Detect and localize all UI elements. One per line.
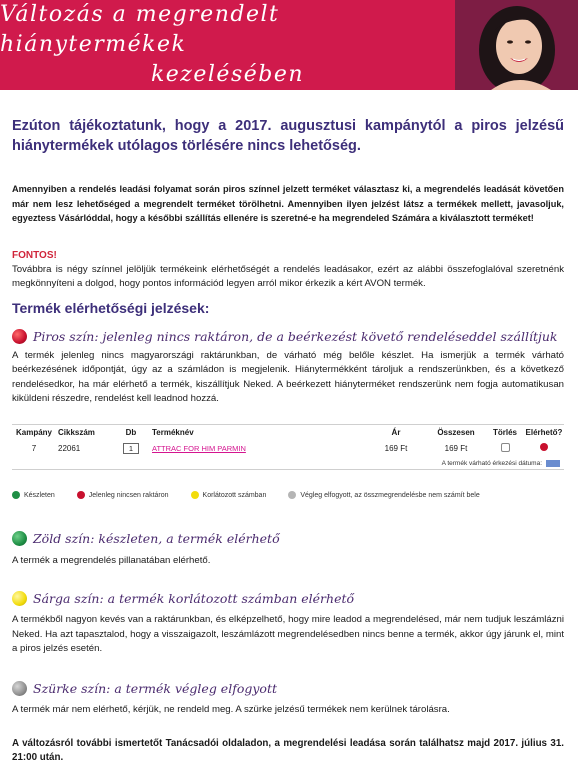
green-status-title-text: Zöld szín: készleten, a termék elérhető [33, 531, 280, 546]
legend-green [12, 491, 55, 499]
intro-paragraph: Amennyiben a rendelés leadási folyamat során piros színnel jelzett terméket választasz ki, a megrendelés leadását követően már nem lesz lehetőséged a megrendelt terméket törölhetni. Amennyiben ilyen jelzést látsz a termékek mellett, javasoljuk, egyeztess Vásárlóddal, hogy a későbbi szállítás ellenére is szeretné-e ha megrendeled Számára a kiválasztott terméket! [12, 184, 564, 223]
gray-status-title [12, 681, 277, 696]
cell-kampany: 7 [31, 443, 37, 453]
expected-date-label: A termék várható érkezési dátuma: [441, 459, 542, 467]
red-status-title-text: Piros szín: jelenleg nincs raktáron, de a beérkezést követő rendeléseddel szállítjuk [33, 329, 558, 344]
quantity-input[interactable]: 1 [123, 443, 139, 454]
legend-yellow [191, 491, 267, 499]
red-dot-icon [77, 491, 85, 499]
col-termeknev: Terméknév [152, 427, 194, 437]
red-status-title [12, 329, 557, 344]
gray-status-title-text: Szürke szín: a termék végleg elfogyott [33, 681, 277, 696]
col-ar: Ár [391, 427, 401, 437]
col-torles: Törlés [492, 427, 517, 437]
green-dot-icon [12, 531, 27, 546]
legend-gray-label: Végleg elfogyott, az összmegrendelésbe nem számít bele [300, 491, 480, 499]
yellow-dot-icon [191, 491, 199, 499]
table-header [12, 425, 564, 439]
cell-ar: 169 Ft [384, 443, 408, 453]
gray-dot-icon [12, 681, 27, 696]
model-photo [455, 0, 578, 90]
order-table [12, 424, 564, 470]
red-dot-icon [12, 329, 27, 344]
green-dot-icon [12, 491, 20, 499]
important-label: FONTOS! [12, 250, 57, 261]
col-osszesen: Összesen [437, 427, 475, 437]
important-paragraph: Továbbra is négy színnel jelöljük termékeink elérhetőségét a rendelés leadásakor, ezért az alábbi összefoglalóval szeretnénk megkönnyíteni a dolgod, hogy pontos információd legyen arról mikor érkezik a kért AVON termék. [12, 264, 564, 290]
red-status-paragraph: A termék jelenleg nincs magyarországi raktárunkban, de várható még belőle készlet. Ha ismerjük a termék várható beérkezésének időpontját, úgy az a számládon is megjelenik. Hiánytermékként tároljuk a rendszerünkben, és a következő rendelésedkor, ha már elérhető a termék, kiszállítjuk Neked. A beérkezett hiányterméket rendszerünk nem fogja automatikusan kiküldeni részedre, rendelést kell leadnod hozzá. [12, 350, 564, 404]
product-link[interactable]: ATTRAC FOR HIM PARMIN [152, 443, 246, 453]
header-banner [0, 0, 578, 90]
cell-elerheto [524, 443, 564, 453]
availability-red-icon [540, 443, 548, 451]
legend-red-label: Jelenleg nincsen raktáron [88, 491, 169, 499]
delete-checkbox[interactable] [501, 443, 510, 452]
legend-green-label: Készleten [24, 491, 55, 499]
gray-dot-icon [288, 491, 296, 499]
yellow-dot-icon [12, 591, 27, 606]
calendar-icon [546, 460, 560, 467]
availability-heading: Termék elérhetőségi jelzések: [12, 300, 210, 316]
cell-cikkszam: 22061 [58, 443, 81, 453]
col-cikkszam: Cikkszám [58, 427, 95, 437]
col-kampany: Kampány [15, 427, 52, 437]
banner-title-line1: Változás a megrendelt hiánytermékek [0, 2, 280, 57]
green-status-paragraph: A termék a megrendelés pillanatában elérhető. [12, 555, 211, 566]
banner-title-line2: kezelésében [150, 62, 305, 87]
legend-red [77, 491, 169, 499]
cell-termeknev [146, 444, 366, 453]
legend-yellow-label: Korlátozott számban [202, 491, 267, 499]
gray-status-paragraph: A termék már nem elérhető, kérjük, ne rendeld meg. A szürke jelzésű termékek nem kerülnek tárolásra. [12, 704, 450, 715]
footer-note: A változásról további ismertetőt Tanácsadói oldaladon, a megrendelési leadása során találhatsz majd 2017. július 31. 21:00 után. [12, 738, 564, 763]
legend-gray [288, 491, 479, 499]
cell-torles [486, 443, 524, 454]
yellow-status-title-text: Sárga szín: a termék korlátozott számban elérhető [33, 591, 355, 606]
table-row [12, 439, 564, 457]
status-legend [12, 491, 564, 499]
cell-osszesen: 169 Ft [444, 443, 468, 453]
banner-title-area [0, 0, 455, 90]
col-db: Db [125, 427, 137, 437]
yellow-status-paragraph: A termékből nagyon kevés van a raktárunkban, és elképzelhető, hogy mire leadod a megrendelésed, már nem tudjuk leszámlázni Neked. Ha azt tapasztalod, hogy a visszaigazolt, leszámlázott megrendelésedben nincs benne a termék, akkor úgy járunk el, mint a piros jelzés esetén. [12, 614, 564, 654]
green-status-title [12, 531, 280, 546]
lead-paragraph: Ezúton tájékoztatunk, hogy a 2017. augusztusi kampánytól a piros jelzésű hiánytermékek utólagos törlésére nincs lehetőség. [12, 118, 564, 154]
woman-portrait-icon [455, 0, 578, 90]
yellow-status-title [12, 591, 354, 606]
col-elerheto: Elérhető? [525, 427, 563, 437]
cell-db [116, 443, 146, 454]
expected-date-note [12, 457, 564, 469]
